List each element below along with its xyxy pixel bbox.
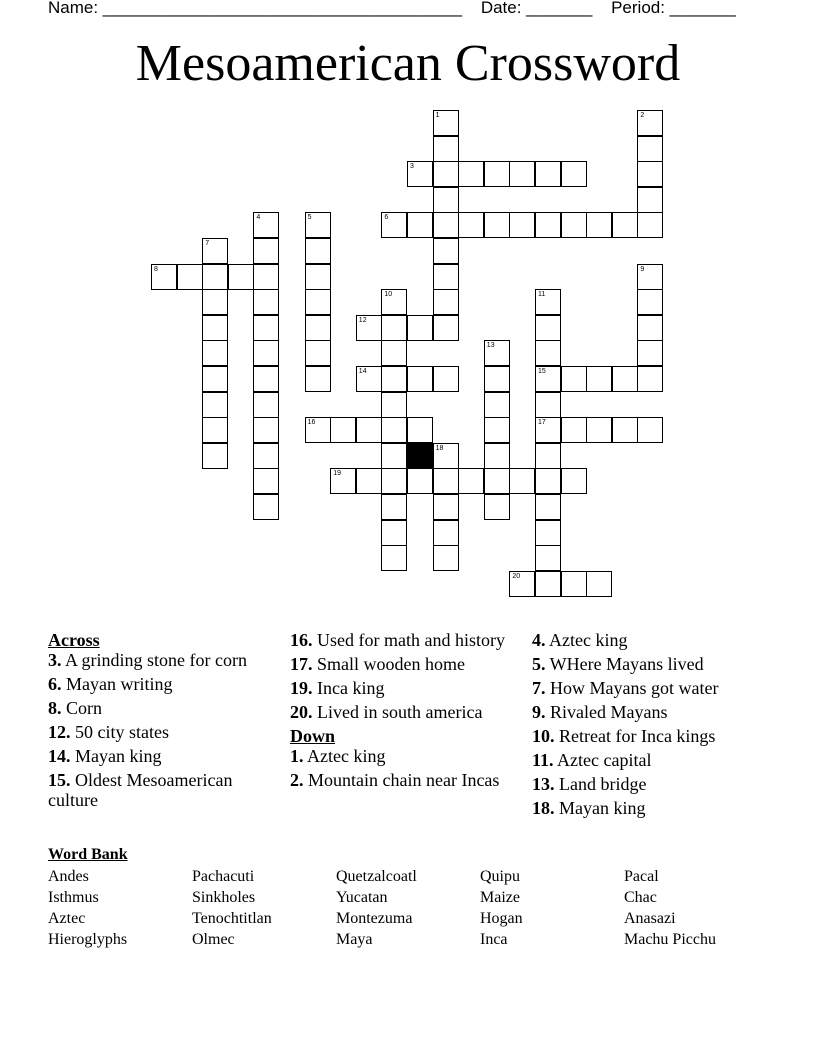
- word-bank-item: Andes: [48, 868, 89, 885]
- clue-number: 10: [384, 291, 393, 299]
- crossword-cell[interactable]: [484, 212, 510, 238]
- crossword-cell[interactable]: [586, 366, 612, 392]
- clue-number-label: 3.: [48, 650, 62, 670]
- crossword-cell[interactable]: [356, 468, 382, 494]
- crossword-cell[interactable]: [535, 161, 561, 187]
- crossword-cell[interactable]: [305, 366, 331, 392]
- clue-text: WHere Mayans lived: [545, 654, 704, 674]
- crossword-cell[interactable]: [151, 264, 177, 290]
- crossword-cell[interactable]: [202, 417, 228, 443]
- crossword-cell[interactable]: [561, 161, 587, 187]
- crossword-cell[interactable]: [202, 315, 228, 341]
- crossword-cell[interactable]: [202, 392, 228, 418]
- clue-down-9: [532, 702, 768, 722]
- crossword-cell[interactable]: [381, 494, 407, 520]
- crossword-cell[interactable]: [202, 289, 228, 315]
- clue-text: Mayan writing: [61, 674, 173, 694]
- crossword-cell[interactable]: [561, 417, 587, 443]
- crossword-cell[interactable]: [305, 212, 331, 238]
- crossword-cell[interactable]: [637, 187, 663, 213]
- crossword-cell[interactable]: [433, 110, 459, 136]
- crossword-cell[interactable]: [381, 520, 407, 546]
- clue-number-label: 12.: [48, 722, 71, 742]
- clue-number-label: 15.: [48, 770, 71, 790]
- crossword-cell[interactable]: [509, 161, 535, 187]
- clue-across-20: [290, 702, 516, 722]
- crossword-cell[interactable]: [509, 468, 535, 494]
- crossword-cell[interactable]: [433, 468, 459, 494]
- crossword-cell[interactable]: [535, 571, 561, 597]
- crossword-cell[interactable]: [637, 110, 663, 136]
- crossword-cell[interactable]: [253, 315, 279, 341]
- clue-number-label: 20.: [290, 702, 313, 722]
- crossword-cell[interactable]: [381, 392, 407, 418]
- crossword-cell[interactable]: [535, 340, 561, 366]
- crossword-cell[interactable]: [381, 545, 407, 571]
- crossword-cell[interactable]: [433, 161, 459, 187]
- clue-number: 16: [307, 419, 316, 427]
- clue-down-10: [532, 726, 768, 746]
- clue-number: 6: [384, 214, 389, 222]
- crossword-cell[interactable]: [535, 315, 561, 341]
- crossword-cell[interactable]: [433, 443, 459, 469]
- word-bank-item: Yucatan: [336, 889, 388, 906]
- crossword-cell[interactable]: [253, 417, 279, 443]
- crossword-cell[interactable]: [253, 468, 279, 494]
- clue-number: 12: [358, 316, 367, 324]
- crossword-cell[interactable]: [381, 417, 407, 443]
- clue-number: 2: [640, 112, 645, 119]
- clue-down-18: [532, 798, 768, 818]
- clue-number: 13: [486, 342, 495, 350]
- crossword-cell[interactable]: [253, 392, 279, 418]
- crossword-cell[interactable]: [407, 315, 433, 341]
- crossword-cell[interactable]: [381, 468, 407, 494]
- crossword-cell[interactable]: [586, 212, 612, 238]
- crossword-cell[interactable]: [356, 315, 382, 341]
- crossword-cell[interactable]: [177, 264, 203, 290]
- crossword-cell[interactable]: [381, 443, 407, 469]
- clue-number: 7: [205, 240, 210, 247]
- clue-number: 8: [154, 265, 158, 273]
- clue-down-11: [532, 750, 768, 770]
- crossword-cell[interactable]: [535, 289, 561, 315]
- word-bank-item: Maya: [336, 931, 373, 948]
- clue-number-label: 2.: [290, 770, 304, 790]
- clue-number: 11: [538, 291, 546, 299]
- crossword-cell[interactable]: [561, 366, 587, 392]
- crossword-cell[interactable]: [535, 494, 561, 520]
- clue-number-label: 16.: [290, 630, 313, 650]
- clue-number: 20: [512, 572, 521, 580]
- clue-number: 1: [435, 112, 440, 119]
- clue-number: 17: [538, 419, 546, 427]
- crossword-cell[interactable]: [458, 468, 484, 494]
- clues-column-3: [532, 630, 768, 822]
- word-bank-item: Hogan: [480, 910, 523, 927]
- clue-number-label: 6.: [48, 674, 62, 694]
- clue-number: 4: [256, 214, 261, 222]
- crossword-cell[interactable]: [305, 315, 331, 341]
- word-bank-item: Aztec: [48, 910, 86, 927]
- clue-number-label: 11.: [532, 750, 554, 770]
- clue-number: 3: [410, 163, 414, 171]
- crossword-cell[interactable]: [433, 520, 459, 546]
- clues-column-1: [48, 630, 274, 814]
- crossword-cell[interactable]: [330, 417, 356, 443]
- clue-number-label: 17.: [290, 654, 313, 674]
- crossword-cell[interactable]: [484, 417, 510, 443]
- crossword-cell[interactable]: [202, 366, 228, 392]
- clue-across-14: [48, 746, 274, 766]
- clue-number: 18: [435, 444, 444, 452]
- crossword-cell[interactable]: [381, 212, 407, 238]
- period-field-label[interactable]: Period: _______: [611, 0, 736, 17]
- clue-down-4: [532, 630, 768, 650]
- clue-number: 5: [307, 214, 312, 222]
- word-bank-item: Tenochtitlan: [192, 910, 272, 927]
- word-bank-item: Inca: [480, 931, 508, 948]
- crossword-cell[interactable]: [356, 366, 382, 392]
- clue-number-label: 19.: [290, 678, 313, 698]
- crossword-cell[interactable]: [253, 494, 279, 520]
- crossword-cell[interactable]: [484, 340, 510, 366]
- crossword-cell[interactable]: [433, 212, 459, 238]
- crossword-cell[interactable]: [637, 289, 663, 315]
- crossword-cell[interactable]: [535, 366, 561, 392]
- clue-number: 14: [358, 368, 367, 375]
- crossword-cell[interactable]: [356, 417, 382, 443]
- clue-text: Aztec capital: [553, 750, 652, 770]
- crossword-cell[interactable]: [637, 315, 663, 341]
- crossword-cell[interactable]: [253, 238, 279, 264]
- word-bank-item: Isthmus: [48, 889, 99, 906]
- word-bank-item: Maize: [480, 889, 520, 906]
- clue-number-label: 8.: [48, 698, 62, 718]
- crossword-cell[interactable]: [202, 340, 228, 366]
- crossword-cell[interactable]: [305, 417, 331, 443]
- clue-text: Mountain chain near Incas: [303, 770, 500, 790]
- clue-text: Corn: [61, 698, 102, 718]
- clue-text: Land bridge: [554, 774, 647, 794]
- crossword-cell[interactable]: [637, 161, 663, 187]
- clue-down-5: [532, 654, 768, 674]
- clue-across-16: [290, 630, 516, 650]
- clue-number-label: 7.: [532, 678, 546, 698]
- clue-text: How Mayans got water: [545, 678, 719, 698]
- crossword-cell[interactable]: [637, 417, 663, 443]
- crossword-cell[interactable]: [381, 315, 407, 341]
- word-bank-item: Montezuma: [336, 910, 413, 927]
- clue-number: 19: [333, 470, 341, 478]
- crossword-cell[interactable]: [433, 264, 459, 290]
- crossword-cell[interactable]: [484, 468, 510, 494]
- crossword-cell[interactable]: [305, 238, 331, 264]
- crossword-cell[interactable]: [535, 468, 561, 494]
- crossword-cell[interactable]: [381, 366, 407, 392]
- clue-across-12: [48, 722, 274, 742]
- crossword-cell[interactable]: [458, 212, 484, 238]
- clue-across-15: [48, 770, 274, 810]
- crossword-cell[interactable]: [253, 264, 279, 290]
- clue-text: Small wooden home: [312, 654, 465, 674]
- clue-number-label: 18.: [532, 798, 555, 818]
- crossword-cell[interactable]: [433, 315, 459, 341]
- crossword-cell[interactable]: [228, 264, 254, 290]
- word-bank-item: Pacal: [624, 868, 659, 885]
- clue-number-label: 13.: [532, 774, 555, 794]
- word-bank-item: Quipu: [480, 868, 520, 885]
- crossword-cell[interactable]: [433, 187, 459, 213]
- clue-text: Mayan king: [554, 798, 646, 818]
- down-heading: Down: [290, 726, 336, 746]
- date-field-label[interactable]: Date: _______: [480, 0, 593, 17]
- clue-number-label: 9.: [532, 702, 546, 722]
- word-bank-item: Sinkholes: [192, 889, 256, 906]
- crossword-cell[interactable]: [433, 366, 459, 392]
- crossword-cell[interactable]: [484, 494, 510, 520]
- crossword-cell[interactable]: [586, 417, 612, 443]
- crossword-cell[interactable]: [305, 264, 331, 290]
- crossword-cell[interactable]: [458, 161, 484, 187]
- clue-down-2: [290, 770, 516, 790]
- crossword-cell[interactable]: [484, 392, 510, 418]
- clue-number: 15: [538, 368, 546, 375]
- black-cell: [407, 443, 433, 469]
- word-bank-item: Machu Picchu: [624, 931, 716, 948]
- crossword-cell[interactable]: [433, 136, 459, 162]
- crossword-cell[interactable]: [535, 417, 561, 443]
- name-field-label[interactable]: Name: ______________________________________: [48, 0, 463, 17]
- word-bank-item: Hieroglyphs: [48, 931, 128, 948]
- word-bank: [48, 846, 768, 949]
- crossword-cell[interactable]: [637, 136, 663, 162]
- crossword-cell[interactable]: [253, 443, 279, 469]
- clue-number-label: 10.: [532, 726, 555, 746]
- crossword-cell[interactable]: [407, 161, 433, 187]
- crossword-cell[interactable]: [637, 264, 663, 290]
- crossword-cell[interactable]: [637, 212, 663, 238]
- crossword-cell[interactable]: [305, 340, 331, 366]
- crossword-cell[interactable]: [407, 212, 433, 238]
- crossword-cell[interactable]: [407, 417, 433, 443]
- clue-number-label: 14.: [48, 746, 71, 766]
- clue-text: Aztec king: [545, 630, 628, 650]
- crossword-cell[interactable]: [509, 212, 535, 238]
- crossword-cell[interactable]: [305, 289, 331, 315]
- word-bank-item: Olmec: [192, 931, 235, 948]
- word-bank-item: Chac: [624, 889, 657, 906]
- clue-across-19: [290, 678, 516, 698]
- crossword-cell[interactable]: [253, 212, 279, 238]
- clue-text: Mayan king: [70, 746, 162, 766]
- clue-text: Used for math and history: [312, 630, 505, 650]
- crossword-cell[interactable]: [637, 366, 663, 392]
- crossword-cell[interactable]: [253, 289, 279, 315]
- crossword-cell[interactable]: [509, 571, 535, 597]
- crossword-cell[interactable]: [637, 340, 663, 366]
- crossword-cell[interactable]: [561, 468, 587, 494]
- crossword-cell[interactable]: [433, 494, 459, 520]
- crossword-cell[interactable]: [202, 238, 228, 264]
- crossword-cell[interactable]: [202, 264, 228, 290]
- clue-text: A grinding stone for corn: [61, 650, 247, 670]
- clue-number: 9: [640, 265, 645, 273]
- crossword-cell[interactable]: [433, 289, 459, 315]
- clue-text: 50 city states: [70, 722, 169, 742]
- word-bank-item: Anasazi: [624, 910, 676, 927]
- clue-text: Lived in south america: [312, 702, 483, 722]
- clue-across-17: [290, 654, 516, 674]
- clue-text: Rivaled Mayans: [545, 702, 668, 722]
- across-heading: Across: [48, 630, 100, 650]
- crossword-cell[interactable]: [586, 571, 612, 597]
- crossword-cell[interactable]: [535, 520, 561, 546]
- clue-across-6: [48, 674, 274, 694]
- crossword-cell[interactable]: [484, 366, 510, 392]
- word-bank-title: Word Bank: [48, 846, 128, 863]
- crossword-cell[interactable]: [433, 545, 459, 571]
- crossword-cell[interactable]: [612, 212, 638, 238]
- crossword-cell[interactable]: [407, 468, 433, 494]
- clue-number-label: 1.: [290, 746, 304, 766]
- crossword-cell[interactable]: [202, 443, 228, 469]
- crossword-cell[interactable]: [535, 392, 561, 418]
- clue-text: Inca king: [312, 678, 385, 698]
- clue-down-7: [532, 678, 768, 698]
- crossword-cell[interactable]: [484, 161, 510, 187]
- clue-across-3: [48, 650, 274, 670]
- crossword-cell[interactable]: [484, 443, 510, 469]
- crossword-cell[interactable]: [330, 468, 356, 494]
- crossword-cell[interactable]: [612, 366, 638, 392]
- clue-text: Oldest Mesoamerican culture: [48, 770, 233, 810]
- clue-text: Aztec king: [303, 746, 386, 766]
- clue-number-label: 5.: [532, 654, 546, 674]
- crossword-cell[interactable]: [612, 417, 638, 443]
- word-bank-grid: [48, 868, 768, 949]
- crossword-cell[interactable]: [253, 366, 279, 392]
- crossword-cell[interactable]: [407, 366, 433, 392]
- crossword-cell[interactable]: [535, 443, 561, 469]
- crossword-cell[interactable]: [535, 545, 561, 571]
- clue-number-label: 4.: [532, 630, 546, 650]
- crossword-cell[interactable]: [381, 340, 407, 366]
- crossword-cell[interactable]: [561, 571, 587, 597]
- word-bank-item: Pachacuti: [192, 868, 255, 885]
- word-bank-item: Quetzalcoatl: [336, 868, 417, 885]
- clue-across-8: [48, 698, 274, 718]
- page-title: Mesoamerican Crossword: [135, 35, 681, 92]
- crossword-cell[interactable]: [433, 238, 459, 264]
- clue-down-13: [532, 774, 768, 794]
- clues-column-2: [290, 630, 516, 794]
- crossword-cell[interactable]: [535, 212, 561, 238]
- crossword-cell[interactable]: [381, 289, 407, 315]
- clue-down-1: [290, 746, 516, 766]
- clue-text: Retreat for Inca kings: [554, 726, 716, 746]
- crossword-cell[interactable]: [561, 212, 587, 238]
- crossword-cell[interactable]: [253, 340, 279, 366]
